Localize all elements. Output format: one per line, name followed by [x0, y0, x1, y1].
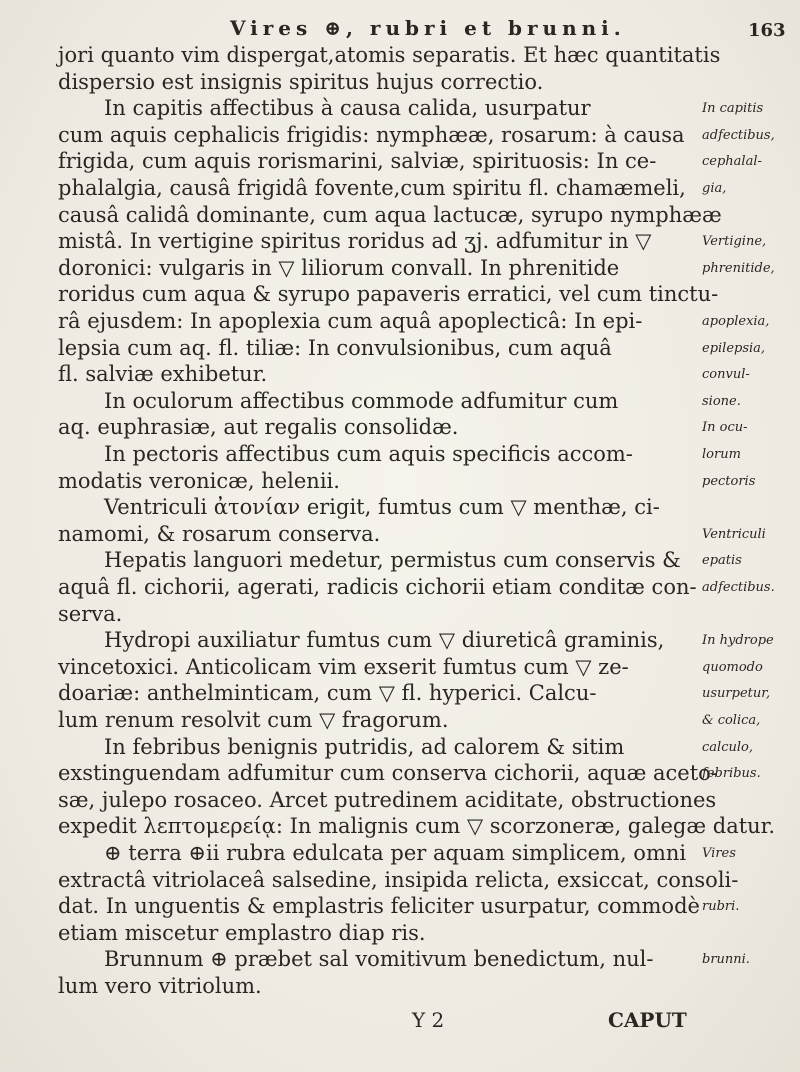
margin-note: In capitis	[702, 101, 764, 116]
margin-note: adfectibus,	[702, 128, 775, 143]
margin-note: phrenitide,	[702, 261, 775, 276]
running-header	[0, 10, 800, 44]
text-line: aq. euphrasiæ, aut regalis consolidæ.	[58, 415, 459, 439]
text-line: exstinguendam adfumitur cum conserva cichorii, aquæ aceto-	[58, 761, 718, 785]
text-line: namomi, & rosarum conserva.	[58, 522, 381, 546]
margin-note: convul-	[702, 367, 750, 382]
text-line: vincetoxici. Anticolicam vim exserit fumtus cum ▽ ze-	[58, 655, 629, 679]
text-line: causâ calidâ dominante, cum aqua lactucæ, syrupo nymphææ	[58, 203, 722, 227]
margin-note: Vertigine,	[702, 234, 767, 249]
margin-note: apoplexia,	[702, 314, 770, 329]
margin-note: pectoris	[702, 474, 756, 489]
text-line: frigida, cum aquis rorismarini, salviæ, spirituosis: In ce-	[58, 149, 657, 173]
text-line: Hepatis languori medetur, permistus cum conservis &	[104, 548, 681, 572]
text-line: modatis veronicæ, helenii.	[58, 469, 340, 493]
text-line: dat. In unguentis & emplastris feliciter usurpatur, commodè	[58, 894, 700, 918]
text-line: Ventriculi ἀτονίαν erigit, fumtus cum ▽ menthæ, ci-	[104, 495, 660, 519]
catchword: CAPUT	[608, 1008, 687, 1032]
margin-note: quomodo	[702, 660, 763, 675]
text-line: doariæ: anthelminticam, cum ▽ fl. hyperici. Calcu-	[58, 681, 597, 705]
page-footer	[0, 1006, 800, 1036]
text-line: cum aquis cephalicis frigidis: nymphææ, rosarum: à causa	[58, 123, 685, 147]
text-line: lum renum resolvit cum ▽ fragorum.	[58, 708, 449, 732]
text-line: aquâ fl. cichorii, agerati, radicis cichorii etiam conditæ con-	[58, 575, 697, 599]
text-line: In pectoris affectibus cum aquis specificis accom-	[104, 442, 633, 466]
text-line: jori quanto vim dispergat,atomis separatis. Et hæc quantitatis	[58, 43, 721, 67]
text-line: etiam miscetur emplastro diap ris.	[58, 921, 426, 945]
text-line: serva.	[58, 602, 123, 626]
text-line: ⊕ terra ⊕ii rubra edulcata per aquam simplicem, omni	[104, 841, 687, 865]
margin-note: cephalal-	[702, 154, 762, 169]
text-line: doronici: vulgaris in ▽ liliorum convall. In phrenitide	[58, 256, 620, 280]
margin-note: epatis	[702, 553, 742, 568]
margin-note: lorum	[702, 447, 741, 462]
text-line: Hydropi auxiliatur fumtus cum ▽ diureticâ graminis,	[104, 628, 665, 652]
page-number: 163	[748, 20, 786, 41]
text-line: In febribus benignis putridis, ad calorem & sitim	[104, 735, 625, 759]
text-line: râ ejusdem: In apoplexia cum aquâ apoplecticâ: In epi-	[58, 309, 643, 333]
margin-note: Vires	[702, 846, 736, 861]
text-line: In oculorum affectibus commode adfumitur cum	[104, 389, 619, 413]
text-line: lum vero vitriolum.	[58, 974, 262, 998]
text-line: Brunnum ⊕ præbet sal vomitivum benedictum, nul-	[104, 947, 654, 971]
text-line: extractâ vitriolaceâ salsedine, insipida relicta, exsiccat, consoli-	[58, 868, 739, 892]
text-line: dispersio est insignis spiritus hujus correctio.	[58, 70, 544, 94]
margin-note: In hydrope	[702, 633, 774, 648]
margin-note: brunni.	[702, 952, 750, 967]
margin-note: adfectibus.	[702, 580, 775, 595]
text-line: fl. salviæ exhibetur.	[58, 362, 268, 386]
margin-note: gia,	[702, 181, 727, 196]
margin-note: calculo,	[702, 740, 753, 755]
running-title: Vires ⊕, rubri et brunni.	[230, 16, 626, 40]
text-line: In capitis affectibus à causa calida, usurpatur	[104, 96, 591, 120]
margin-note: epilepsia,	[702, 341, 766, 356]
margin-note: & colica,	[702, 713, 761, 728]
text-line: sæ, julepo rosaceo. Arcet putredinem aciditate, obstructiones	[58, 788, 717, 812]
margin-note: Ventriculi	[702, 527, 766, 542]
margin-note: sione.	[702, 394, 741, 409]
margin-note: rubri.	[702, 899, 740, 914]
text-line: phalalgia, causâ frigidâ fovente,cum spiritu fl. chamæmeli,	[58, 176, 686, 200]
margin-note: febribus.	[702, 766, 761, 781]
text-line: expedit λεπτομερείᾳ: In malignis cum ▽ scorzoneræ, galegæ datur.	[58, 814, 776, 838]
margin-note: usurpetur,	[702, 686, 771, 701]
signature-mark: Y 2	[412, 1008, 445, 1032]
text-line: lepsia cum aq. fl. tiliæ: In convulsionibus, cum aquâ	[58, 336, 612, 360]
text-line: roridus cum aqua & syrupo papaveris erratici, vel cum tinctu-	[58, 282, 719, 306]
margin-note: In ocu-	[702, 420, 748, 435]
text-line: mistâ. In vertigine spiritus roridus ad ʒj. adfumitur in ▽	[58, 229, 652, 253]
